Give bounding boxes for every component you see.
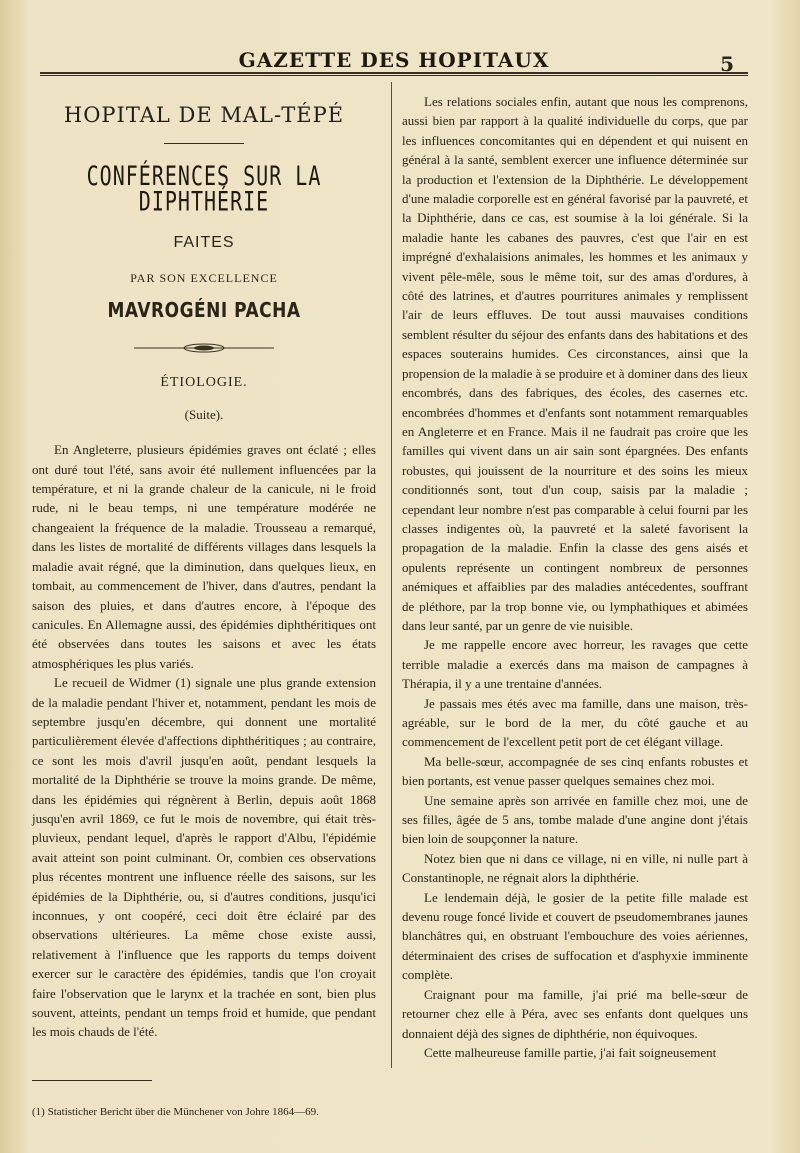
paragraph: Le recueil de Widmer (1) signale une plus grande extension de la maladie pendant l'hiver et, notamment, pendant les mois de septembre jusqu'en décembre, qui donnent une mortalité particulièrement élevée d'affections diphthéritiques ; au contraire, ce sont les mois d'avril jusqu'en août, pendant lesquels la mortalité de la Diphthérie se trouve la moins grande. De même, dans les épidémies qui régnèrent à Berlin, depuis août 1868 jusqu'en avril 1869, ce fut le mois de novembre, qui était très-pluvieux, pendant lequel, d'après le rapport d'Albu, l'épidémie avait atteint son point culminant. Or, combien ces observations plus récentes montrent une influence réelle des saisons, sur les épidémies de la Diphthérie, ou, si d'autres conditions, jusqu'ici inconnues, y ont coopéré, ceci doit être éclairé par des observations ultérieures. La même chose existe aussi, relativement à l'influence que les rapports du temps doivent exercer sur le caractère des épidémies, tandis que l'on croyait faire l'observation que le larynx et la trachée en sont, bien plus souvent, atteints, pendant un temps froid et humide, que pendant les mois chauds de l'été. (32, 675, 376, 1040)
journal-title: GAZETTE DES HOPITAUX (238, 48, 550, 72)
suite-label: (Suite). (184, 406, 224, 422)
header-rule (40, 72, 748, 76)
author-name: MAVROGÉNI PACHA (107, 298, 301, 323)
paragraph: Ma belle-sœur, accompagnée de ses cinq enfants robustes et bien portants, est venue passer quelques semaines chez moi. (402, 753, 748, 789)
footnote-rule (32, 1080, 152, 1081)
paragraph: Une semaine après son arrivée en famille chez moi, une de ses filles, âgée de 5 ans, tombe malade d'une angine dont j'étais bien loin de soupçonner la nature. (402, 792, 748, 847)
section-title: ÉTIOLOGIE. (160, 375, 248, 391)
right-column (402, 92, 748, 1062)
paragraph: Le lendemain déjà, le gosier de la petite fille malade est devenu rouge foncé livide et couvert de pseudomembranes jaunes blanchâtres qui, en obstruant l'embouchure des voies aériennes, déterminaient des crises de suffocation et d'asphyxie imminente complète. (402, 889, 748, 983)
paragraph: Notez bien que ni dans ce village, ni en ville, ni nulle part à Constantinople, ne régnait alors la diphthérie. (402, 850, 748, 886)
paragraph: Les relations sociales enfin, autant que nous les comprenons, aussi bien par rapport à la qualité individuelle du corps, que par les influences concomitantes qui en dépendent et qui nuisent en général à la santé, semblent exercer une influence déterminée sur la production et l'extension de la Diphthérie. Le développement d'une maladie corporelle est en général favorisé par la pauvreté, et la Diphthérie, dans ce cas, est soumise à la loi générale. Si la maladie hante les cabanes des pauvres, c'est que l'air en est imprégné d'exhalaisions animales, les hommes et les animaux y vivent pêle-mêle, sous le même toit, sur des amas d'ordures, à côté des latrines, et d'autres pourritures animales y remplissent l'air de leurs effluves. De tout aussi mauvaises conditions semblent résulter du séjour des enfants dans des habitations et des espaces souterains humides. Ces circonstances, ainsi que la propension de la maladie à se produire et à dominer dans des lieux encombrés, dans des fabriques, des écoles, des casernes etc. encombrées d'hommes et d'enfants sont notamment remarquables en Angleterre et en France. Mais il ne faudrait pas croire que les familles qui vivent dans un air sain sont épargnées. Des enfants robustes, qui jouissent de la nourriture et des soins les mieux conditionnés sont, tout d'un coup, saisis par la maladie ; cependant leur nombre n'est pas comparable à celui fourni par les classes indigentes où, la pauvreté et la saleté favorisent la propagation de la maladie. Enfin la classe des gens aisés et opulents représente un contingent nombreux de personnes anémiques et affaiblies par des maladies antécedentes, souffrant de pléthore, par la trop bonne vie, ou lymphathiques et abimées dans leur santé, par un genre de vie nuisible. (402, 94, 748, 633)
paragraph: Je passais mes étés avec ma famille, dans une maison, très-agréable, sur le bord de la mer, du côté gauche et au commencement de l'excellent petit port de cet élégant village. (402, 695, 748, 750)
left-column (32, 92, 376, 1122)
title-rule (164, 143, 244, 144)
hospital-title: HOPITAL DE MAL-TÉPÉ (63, 103, 345, 127)
conference-title: CONFÉRENCES SUR LA DIPHTHÉRIE (86, 159, 322, 219)
column-divider (391, 82, 392, 1068)
paragraph: Cette malheureuse famille partie, j'ai fait soigneusement (424, 1044, 717, 1060)
ornament-divider (134, 343, 274, 353)
by-line: PAR SON EXCELLENCE (130, 270, 278, 285)
paragraph: En Angleterre, plusieurs épidémies graves ont éclaté ; elles ont duré tout l'été, sans avoir été nullement influencées par la température, et ni la grande chaleur de la canicule, ni le froid rude, ni le beau temps, ni une température modérée ne changeaient la fréquence de la maladie. Trousseau a remarqué, dans les listes de mortalité de différents villages dans lesquels la maladie avait régné, que la diminution, dans quelques lieux, en tombait, au commencement de l'hiver, dans d'autres, pendant la saison des pluies, et dans d'autres encore, à l'époque des canicules. En Allemagne aussi, des épidémies diphthéritiques ont été observées dans toutes les saisons et avec les états atmosphériques les plus variés. (32, 442, 376, 671)
page-number: 5 (720, 52, 734, 76)
footnote: (1) Statisticher Bericht über die Münchener von Johre 1864—69. (32, 1105, 319, 1118)
paragraph: Craignant pour ma famille, j'ai prié ma belle-sœur de retourner chez elle à Péra, avec ses enfants dont quelques uns donnaient déjà des signes de diphthérie, non équivoques. (402, 986, 748, 1041)
paragraph: Je me rappelle encore avec horreur, les ravages que cette terrible maladie a exercés dans ma maison de campagnes à Thérapia, il y a une trentaine d'années. (402, 637, 748, 692)
faites-label: FAITES (173, 234, 235, 252)
